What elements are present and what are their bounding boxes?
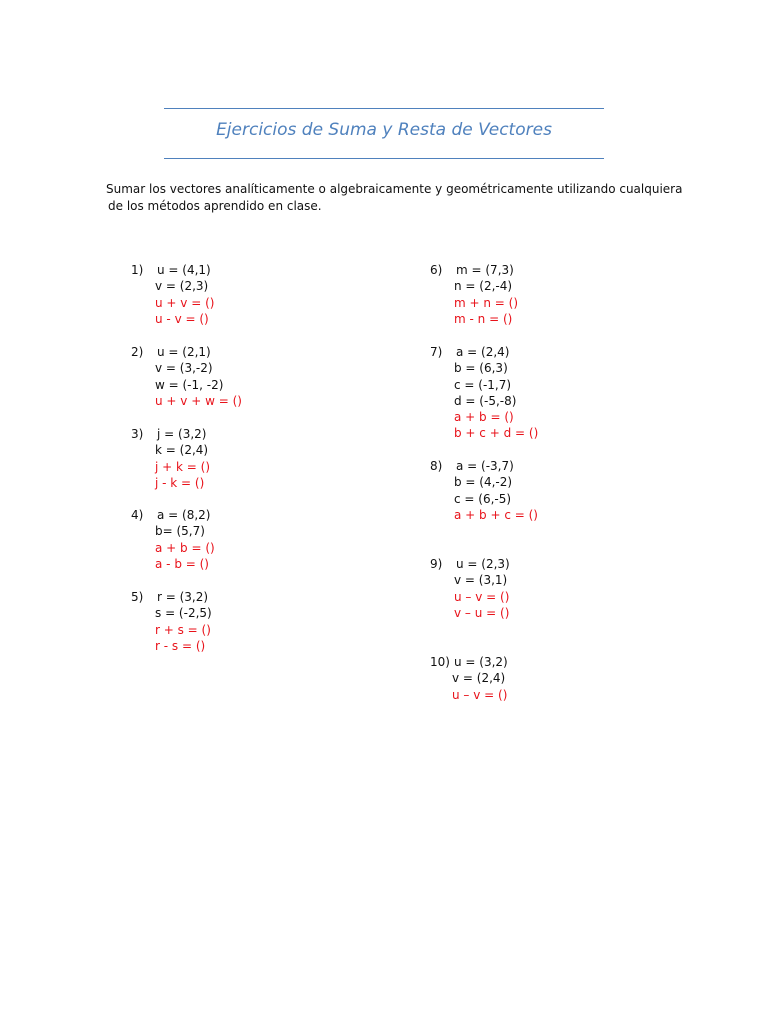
vector-definition: u = (3,2) xyxy=(454,655,508,669)
vector-operation: v – u = () xyxy=(454,605,510,620)
vector-definition: v = (2,4) xyxy=(452,671,506,686)
vector-operation: r - s = () xyxy=(155,638,206,653)
vector-operation: j - k = () xyxy=(155,475,205,490)
exercise-lines xyxy=(454,344,538,442)
vector-operation: m + n = () xyxy=(454,295,519,310)
vector-definition: u = (2,3) xyxy=(456,557,510,571)
vector-definition: r = (3,2) xyxy=(157,590,209,604)
vector-operation: u – v = () xyxy=(452,687,508,702)
vector-operation: u – v = () xyxy=(454,589,510,604)
vector-definition: m = (7,3) xyxy=(456,263,514,277)
vector-definition: w = (-1, -2) xyxy=(155,377,224,392)
vector-operation: a - b = () xyxy=(155,556,209,571)
vector-operation: b + c + d = () xyxy=(454,426,539,441)
vector-definition: a = (8,2) xyxy=(157,508,211,522)
vector-operation: j + k = () xyxy=(155,459,211,474)
page-title: Ejercicios de Suma y Resta de Vectores xyxy=(216,120,552,140)
instructions-line-2: de los métodos aprendido en clase. xyxy=(108,199,322,213)
exercise-lines xyxy=(155,262,214,327)
exercise-number: 10) xyxy=(430,655,450,669)
vector-operation: r + s = () xyxy=(155,622,211,637)
vector-definition: v = (3,1) xyxy=(454,573,508,588)
exercise-number: 9) xyxy=(430,557,443,571)
exercise-lines xyxy=(454,262,518,327)
exercise-lines xyxy=(155,507,215,572)
title-top-rule xyxy=(164,108,604,109)
exercise-number: 5) xyxy=(131,590,144,604)
exercise-number: 8) xyxy=(430,459,443,473)
vector-operation: m - n = () xyxy=(454,311,513,326)
vector-definition: b= (5,7) xyxy=(155,524,205,539)
exercise-lines xyxy=(155,426,210,491)
vector-definition: v = (3,-2) xyxy=(155,361,213,376)
vector-definition: a = (2,4) xyxy=(456,345,510,359)
vector-definition: c = (6,-5) xyxy=(454,491,512,506)
exercise-lines xyxy=(155,344,242,409)
exercise-lines xyxy=(454,556,510,621)
vector-operation: u + v + w = () xyxy=(155,393,242,408)
exercise-number: 2) xyxy=(131,345,144,359)
vector-definition: b = (4,-2) xyxy=(454,475,513,490)
vector-definition: j = (3,2) xyxy=(157,427,207,441)
vector-operation: a + b = () xyxy=(155,540,215,555)
vector-definition: b = (6,3) xyxy=(454,361,508,376)
vector-definition: k = (2,4) xyxy=(155,443,209,458)
vector-operation: u + v = () xyxy=(155,295,215,310)
exercise-lines xyxy=(454,458,538,523)
vector-definition: s = (-2,5) xyxy=(155,606,212,621)
exercise-number: 3) xyxy=(131,427,144,441)
instructions xyxy=(106,181,683,215)
vector-definition: u = (2,1) xyxy=(157,345,211,359)
vector-operation: a + b + c = () xyxy=(454,507,538,522)
vector-definition: n = (2,-4) xyxy=(454,279,513,294)
vector-definition: a = (-3,7) xyxy=(456,459,514,473)
vector-definition: c = (-1,7) xyxy=(454,377,512,392)
vector-operation: a + b = () xyxy=(454,410,514,425)
vector-operation: u - v = () xyxy=(155,311,209,326)
exercise-number: 7) xyxy=(430,345,443,359)
exercise-number: 4) xyxy=(131,508,144,522)
vector-definition: d = (-5,-8) xyxy=(454,393,517,408)
title-bottom-rule xyxy=(164,158,604,159)
exercise-lines xyxy=(155,589,212,654)
exercise-number: 6) xyxy=(430,263,443,277)
exercise-lines xyxy=(452,654,508,703)
vector-definition: u = (4,1) xyxy=(157,263,211,277)
vector-definition: v = (2,3) xyxy=(155,279,209,294)
exercise-number: 1) xyxy=(131,263,144,277)
instructions-line-1: Sumar los vectores analíticamente o algebraicamente y geométricamente utilizando cualquiera xyxy=(106,182,683,196)
